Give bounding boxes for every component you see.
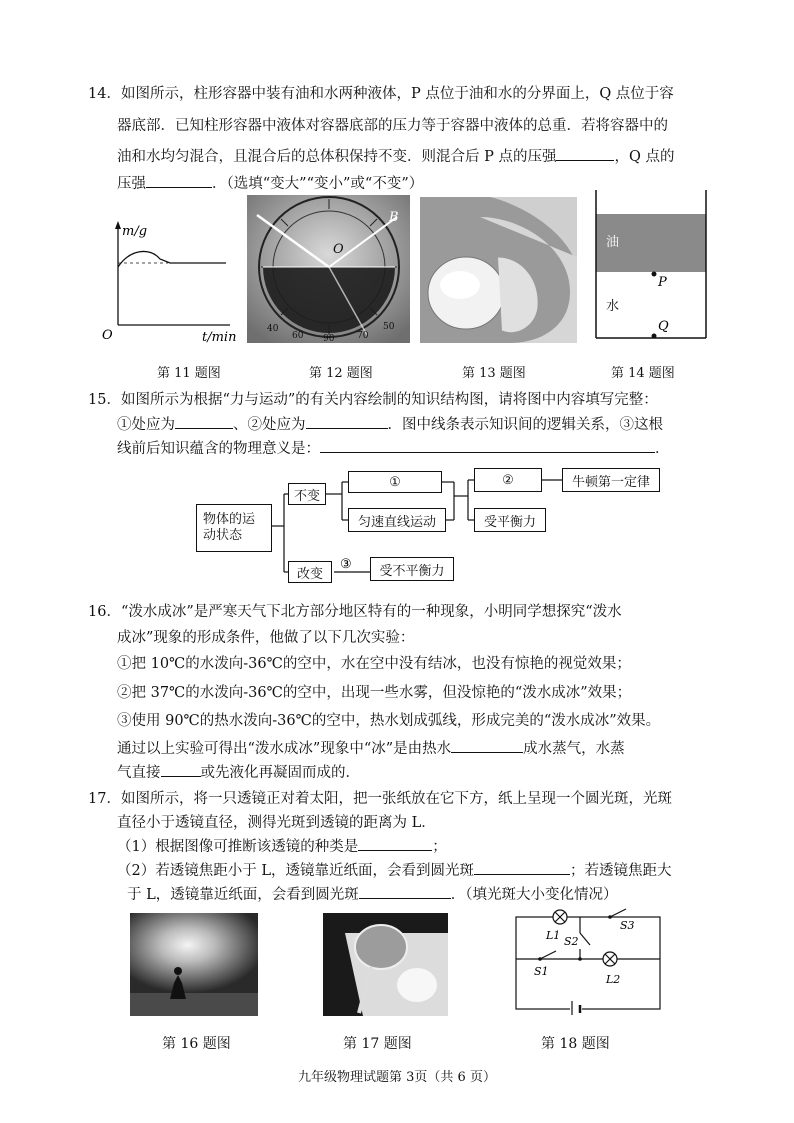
fig12-tick: 40 — [267, 324, 279, 334]
q15-line-1: 15．如图所示为根据“力与运动”的有关内容绘制的知识结构图，请将图中内容填写完整： — [88, 392, 658, 408]
q17-line-3-b: ； — [432, 839, 447, 855]
fig11-x-label: t/min — [202, 330, 237, 345]
fig11-graph — [98, 215, 238, 345]
q15-blank-1[interactable] — [175, 414, 233, 429]
diagram-circle-3: ③ — [340, 557, 352, 572]
fig14-oil-label: 油 — [606, 235, 620, 250]
diagram-newton-box: 牛顿第一定律 — [562, 468, 660, 492]
q17-line-5 — [127, 884, 618, 905]
q17-line-5-a: 于 L，透镜靠近纸面，会看到圆光斑 — [127, 887, 359, 903]
q14-blank-q[interactable] — [146, 173, 212, 188]
fig13-caption: 第 13 题图 — [462, 366, 526, 381]
diagram-changed-box: 改变 — [288, 561, 332, 583]
q16-line-6-b: 成水蒸气，水蒸 — [523, 741, 625, 757]
fig16-photo — [130, 913, 258, 1016]
fig18-s3-label: S3 — [620, 919, 635, 932]
fig11-caption: 第 11 题图 — [157, 366, 221, 381]
fig14-caption: 第 14 题图 — [611, 366, 675, 381]
q17-blank-3[interactable] — [359, 884, 451, 899]
fig12-label-o: O — [333, 242, 344, 257]
diagram-balanced-box: 受平衡力 — [474, 508, 546, 532]
q15-line-3-b: ． — [655, 441, 670, 457]
q17-line-1: 17．如图所示，将一只透镜正对着太阳，把一张纸放在它下方，纸上呈现一个圆光斑，光斑 — [88, 791, 672, 807]
q16-line-1: 16．“泼水成冰”是严寒天气下北方部分地区特有的一种现象，小明同学想探究“泼水 — [88, 604, 622, 620]
q14-line-1: 14．如图所示，柱形容器中装有油和水两种液体，P 点位于油和水的分界面上，Q 点位于容 — [88, 86, 674, 102]
q17-line-3 — [117, 836, 447, 857]
fig14-container — [592, 188, 712, 343]
fig13-photo — [420, 197, 577, 343]
fig18-s2-label: S2 — [564, 935, 579, 948]
diagram-circle-2-box[interactable]: ② — [474, 468, 542, 492]
fig12-photo — [247, 195, 410, 343]
q16-line-3: ①把 10℃的水泼向-36℃的空中，水在空中没有结冰，也没有惊艳的视觉效果； — [117, 656, 631, 672]
fig12-caption: 第 12 题图 — [309, 366, 373, 381]
fig16-caption: 第 16 题图 — [162, 1036, 231, 1052]
q16-line-2: 成冰”现象的形成条件，他做了以下几次实验： — [117, 630, 415, 646]
q16-line-7-a: 气直接 — [117, 765, 161, 781]
q14-line-4 — [117, 173, 423, 194]
diagram-state-box: 物体的运动状态 — [196, 504, 272, 552]
q16-line-6-a: 通过以上实验可得出“泼水成冰”现象中“冰”是由热水 — [117, 741, 452, 757]
q15-blank-2[interactable] — [306, 414, 388, 429]
fig18-l2-label: L2 — [606, 973, 621, 986]
q17-line-4 — [117, 860, 671, 881]
q14-line-4-text: 压强 — [117, 176, 146, 192]
fig17-caption: 第 17 题图 — [343, 1036, 412, 1052]
q14-blank-p[interactable] — [556, 146, 614, 161]
fig18-l1-label: L1 — [546, 929, 561, 942]
q17-blank-2[interactable] — [474, 860, 570, 875]
q15-line-3 — [117, 438, 670, 459]
fig18-s1-label: S1 — [534, 965, 549, 978]
q17-line-2: 直径小于透镜直径，测得光斑到透镜的距离为 L． — [117, 815, 436, 831]
q16-line-7 — [117, 762, 360, 783]
q17-line-4-a: （2）若透镜焦距小于 L，透镜靠近纸面，会看到圆光斑 — [117, 863, 474, 879]
fig14-water-label: 水 — [606, 299, 620, 314]
fig14-q-label: Q — [658, 319, 669, 334]
q17-line-3-a: （1）根据图像可推断该透镜的种类是 — [117, 839, 359, 855]
q14-line-3-tail: ，Q 点的 — [614, 149, 675, 165]
diagram-uniform-motion-box: 匀速直线运动 — [348, 508, 446, 532]
q17-line-4-b: ；若透镜焦距大 — [569, 863, 672, 879]
q14-line-2: 器底部．已知柱形容器中液体对容器底部的压力等于容器中液体的总重．若将容器中的 — [117, 118, 668, 134]
q16-blank-1[interactable] — [451, 738, 523, 753]
q14-line-3 — [117, 146, 674, 167]
fig12-label-b: B — [389, 210, 399, 225]
diagram-unbalanced-box: 受不平衡力 — [370, 557, 454, 581]
fig11-y-label: m/g — [122, 224, 148, 239]
fig12-tick: 90 — [323, 334, 335, 343]
q17-line-5-b: ．（填光斑大小变化情况） — [450, 887, 618, 903]
fig18-circuit — [510, 905, 670, 1015]
q15-line-3-a: 线前后知识蕴含的物理意义是： — [117, 441, 320, 457]
diagram-unchanged-box: 不变 — [288, 483, 326, 505]
fig17-photo — [323, 913, 448, 1016]
q15-blank-3[interactable] — [320, 438, 655, 453]
q16-line-6 — [117, 738, 625, 759]
fig12-tick: 60 — [292, 331, 304, 341]
q16-line-7-b: 或先液化再凝固而成的． — [200, 765, 360, 781]
q14-line-3-text: 油和水均匀混合，且混合后的总体积保持不变．则混合后 P 点的压强 — [117, 149, 557, 165]
q15-line-2-a: ①处应为 — [117, 417, 175, 433]
q15-line-2 — [117, 414, 663, 435]
fig12-tick: 70 — [357, 331, 369, 341]
q15-line-2-b: 、②处应为 — [233, 417, 306, 433]
q15-line-2-c: ．图中线条表示知识间的逻辑关系，③这根 — [387, 417, 663, 433]
q16-line-5: ③使用 90℃的热水泼向-36℃的空中，热水划成弧线，形成完美的“泼水成冰”效果。 — [117, 713, 661, 729]
fig11-origin: O — [102, 328, 113, 343]
fig12-tick: 50 — [383, 322, 395, 332]
fig18-caption: 第 18 题图 — [541, 1036, 610, 1052]
fig14-p-label: P — [658, 275, 667, 290]
page-footer: 九年级物理试题第 3页（共 6 页） — [298, 1070, 496, 1085]
diagram-circle-1-box[interactable]: ① — [348, 471, 442, 493]
q17-blank-1[interactable] — [358, 836, 432, 851]
q16-blank-2[interactable] — [161, 762, 201, 777]
q14-line-4-tail: ．（选填“变大”“变小”或“不变”） — [212, 176, 424, 192]
q16-line-4: ②把 37℃的水泼向-36℃的空中，出现一些水雾，但没惊艳的“泼水成冰”效果； — [117, 685, 632, 701]
